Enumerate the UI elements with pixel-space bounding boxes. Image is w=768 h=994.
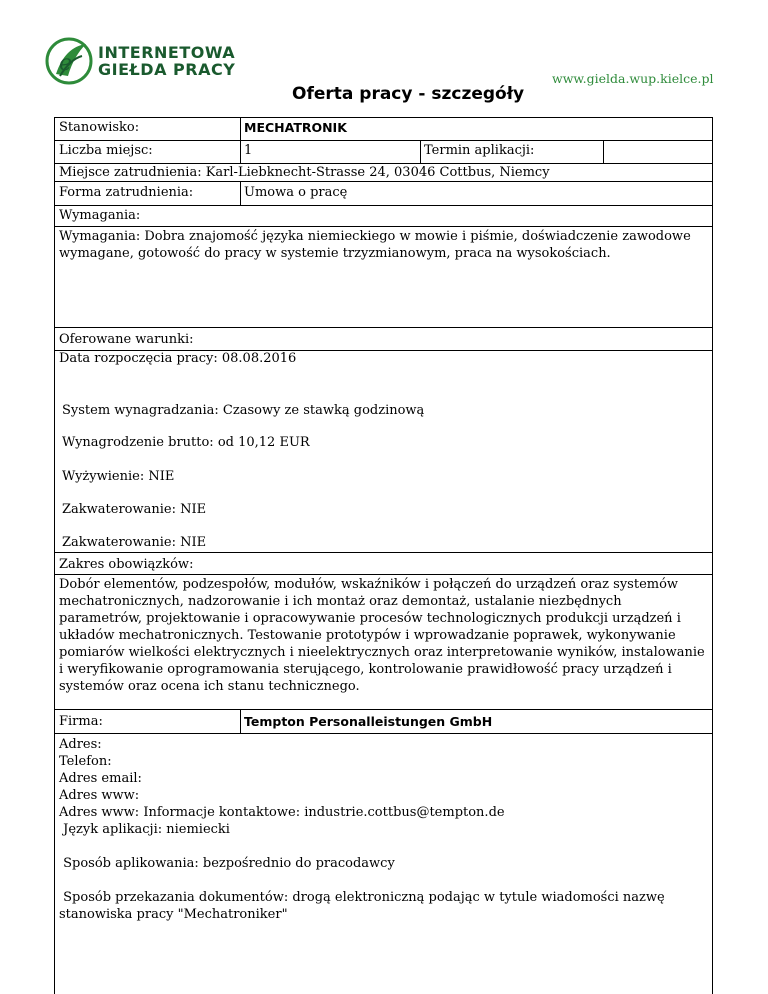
- salary-system: System wynagradzania: Czasowy ze stawką godzinową: [62, 403, 425, 418]
- company-www: Adres www:: [59, 788, 140, 803]
- logo-line2: GIEŁDA PRACY: [98, 60, 236, 79]
- apply-method: Sposób aplikowania: bezpośrednio do pracodawcy: [59, 856, 395, 871]
- duties-label: Zakres obowiązków:: [59, 557, 194, 572]
- company-email: Adres email:: [59, 771, 142, 786]
- logo-line1: INTERNETOWA: [98, 43, 236, 62]
- deadline-label: Termin aplikacji:: [424, 143, 535, 158]
- site-url[interactable]: www.gielda.wup.kielce.pl: [552, 71, 714, 86]
- company-www-contact: Adres www: Informacje kontaktowe: industrie.cottbus@tempton.de: [59, 805, 505, 820]
- company-name: Tempton Personalleistungen GmbH: [244, 714, 493, 729]
- requirements-label: Wymagania:: [59, 208, 141, 223]
- employment-label: Forma zatrudnienia:: [59, 185, 194, 200]
- places-value: 1: [244, 143, 253, 158]
- accommodation-1: Zakwaterowanie: NIE: [62, 502, 207, 517]
- accommodation-2: Zakwaterowanie: NIE: [62, 535, 207, 550]
- places-label: Liczba miejsc:: [59, 143, 153, 158]
- deadline-value: [603, 141, 711, 143]
- documents-method: Sposób przekazania dokumentów: drogą elektroniczną podając w tytule wiadomości nazwę stanowiska pracy "Mechatroniker": [59, 890, 669, 922]
- svg-text:e: e: [59, 51, 73, 76]
- application-language: Język aplikacji: niemiecki: [59, 822, 230, 837]
- company-label: Firma:: [59, 714, 103, 729]
- company-address: Adres:: [59, 737, 102, 752]
- company-phone: Telefon:: [59, 754, 112, 769]
- company-contact: [55, 736, 710, 923]
- position-value: MECHATRONIK: [244, 120, 347, 135]
- gross-salary: Wynagrodzenie brutto: od 10,12 EUR: [62, 435, 310, 450]
- employment-value: Umowa o pracę: [244, 185, 348, 200]
- page-title: Oferta pracy - szczegóły: [292, 84, 525, 104]
- duties-text: Dobór elementów, podzespołów, modułów, wskaźników i połączeń do urządzeń oraz systemów mechatronicznych, nadzorowanie i ich montaż oraz demontaż, ustalanie niezbędnych parametrów, projektowanie i opracowywanie procesów technologicznych produkcji urządzeń i układów mechatronicznych. Testowanie prototypów i wprowadzanie poprawek, wykonywanie pomiarów wielkości elektrycznych i nieelektrycznych oraz interpretowanie wyników, instalowanie i weryfikowanie oprogramowania sterującego, kontrolowanie prawidłowość pracy urządzeń i systemów oraz ocena ich stanu technicznego.: [59, 577, 705, 694]
- workplace: Miejsce zatrudnienia: Karl-Liebknecht-Strasse 24, 03046 Cottbus, Niemcy: [59, 165, 550, 180]
- start-date: Data rozpoczęcia pracy: 08.08.2016: [59, 351, 297, 366]
- requirements-text: Wymagania: Dobra znajomość języka niemieckiego w mowie i piśmie, doświadczenie zawodowe wymagane, gotowość do pracy w systemie trzyzmianowym, praca na wysokościach.: [59, 229, 691, 261]
- meals: Wyżywienie: NIE: [62, 469, 175, 484]
- position-label: Stanowisko:: [59, 120, 140, 135]
- conditions-label: Oferowane warunki:: [59, 332, 194, 347]
